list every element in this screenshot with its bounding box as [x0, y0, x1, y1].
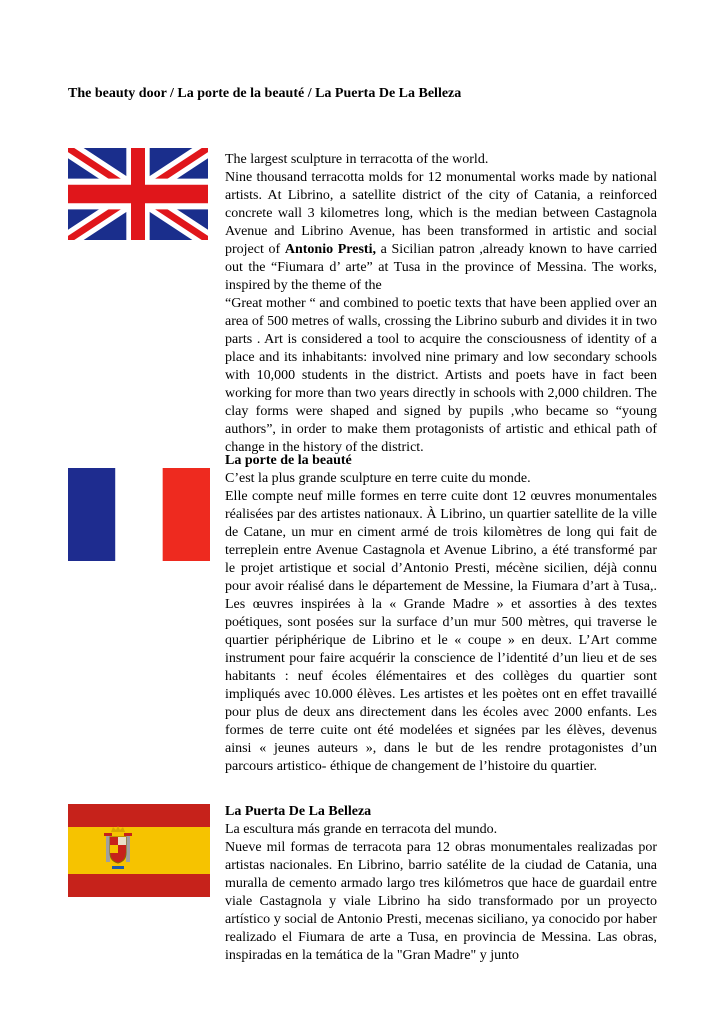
spain-flag-icon [68, 804, 210, 897]
france-flag-icon [68, 468, 210, 561]
spanish-heading: La Puerta De La Belleza [225, 804, 372, 819]
english-text-block [225, 151, 657, 457]
spanish-text-block [225, 803, 657, 965]
artist-name: Antonio Presti, [284, 242, 376, 257]
english-paragraph-continued: “Great mother “ and combined to poetic texts that have been applied over an area of 500 metres of walls, crossing the Librino suburb and divides it in two parts . Art is considered a tool to acquire the consciousness of identity of a place and its inhabitants: involved nine primary and low secondary schools with 10,000 students in the district. Artists and poets have in fact been working for more than two years directly in schools with 2,000 children. The clay forms were shaped and signed by pupils ,who became so “young authors”, in order to make them protagonists of artistic and ethical path of change in the history of the district. [225, 296, 657, 455]
french-text-block [225, 452, 657, 776]
page-title: The beauty door / La porte de la beauté / La Puerta De La Belleza [68, 86, 462, 101]
french-paragraph: Elle compte neuf mille formes en terre cuite dont 12 œuvres monumentales réalisées par des artistes nationaux. À Librino, un quartier satellite de la ville de Catane, un mur en ciment armé de trois kilomètres de long qui fait de terreplein entre Avenue Castagnola et Avenue Librino, a été transformé par le projet artistique et social d’Antonio Presti, mécène sicilien, déjà connu pour avoir réalisé dans le département de Messine, la Fiumara d’art à Tusa,. Les œuvres inspirées à la « Grande Madre » et assorties à des textes poétiques, sont posées sur la surface d’un mur 500 mètres, qui traverse le quartier périphérique de Librino et le « coupe » en deux. L’Art comme instrument pour faire acquérir la conscience de l’identité d’un lieu et de ses habitants : neuf écoles élémentaires et des collèges du quartier sont impliqués avec 10.000 élèves. Les artistes et les poètes ont en effet travaillé pour plus de deux ans directement dans les écoles avec 2000 enfants. Les formes de terre cuite ont été modelées et signées par les élèves, devenus ainsi « jeunes auteurs », dans le but de les rendre protagonistes d’un parcours artistico- éthique de changement de l’histoire du quartier. [225, 489, 657, 774]
spanish-first-line: La escultura más grande en terracota del mundo. [225, 822, 498, 837]
french-first-line: C’est la plus grande sculpture en terre cuite du monde. [225, 471, 531, 486]
spanish-paragraph: Nueve mil formas de terracota para 12 obras monumentales realizadas por artistas nacionales. En Librino, barrio satélite de la ciudad de Catania, una muralla de cemento armado largo tres kilómetros que hace de guardail entre viale Castagnola y viale Librino ha sido transformado por un proyecto artístico y social de Antonio Presti, mecenas siciliano, ya conocido por haber realizado el Fiumara de arte a Tusa, en provincia de Messina. Las obras, inspiradas en la temática de la "Gran Madre" y junto [225, 840, 657, 963]
english-first-line: The largest sculpture in terracotta of the world. [225, 152, 489, 167]
english-text-part: a Sicilian patron ,already known to have carried out the “Fiumara d’ arte” at Tusa in the province of Messina. The works, inspired by the theme of the [225, 242, 657, 293]
english-text-part: Nine thousand terracotta molds for 12 monumental works made by national artists. At Librino, a satellite district of the city of Catania, a reinforced concrete wall 3 kilometres long, which is the median between Castagnola Avenue and Librino Avenue, has been transformed in artistic and social project of [225, 170, 657, 257]
uk-flag-icon [68, 148, 208, 240]
french-heading: La porte de la beauté [225, 453, 352, 468]
english-paragraph [225, 169, 657, 295]
